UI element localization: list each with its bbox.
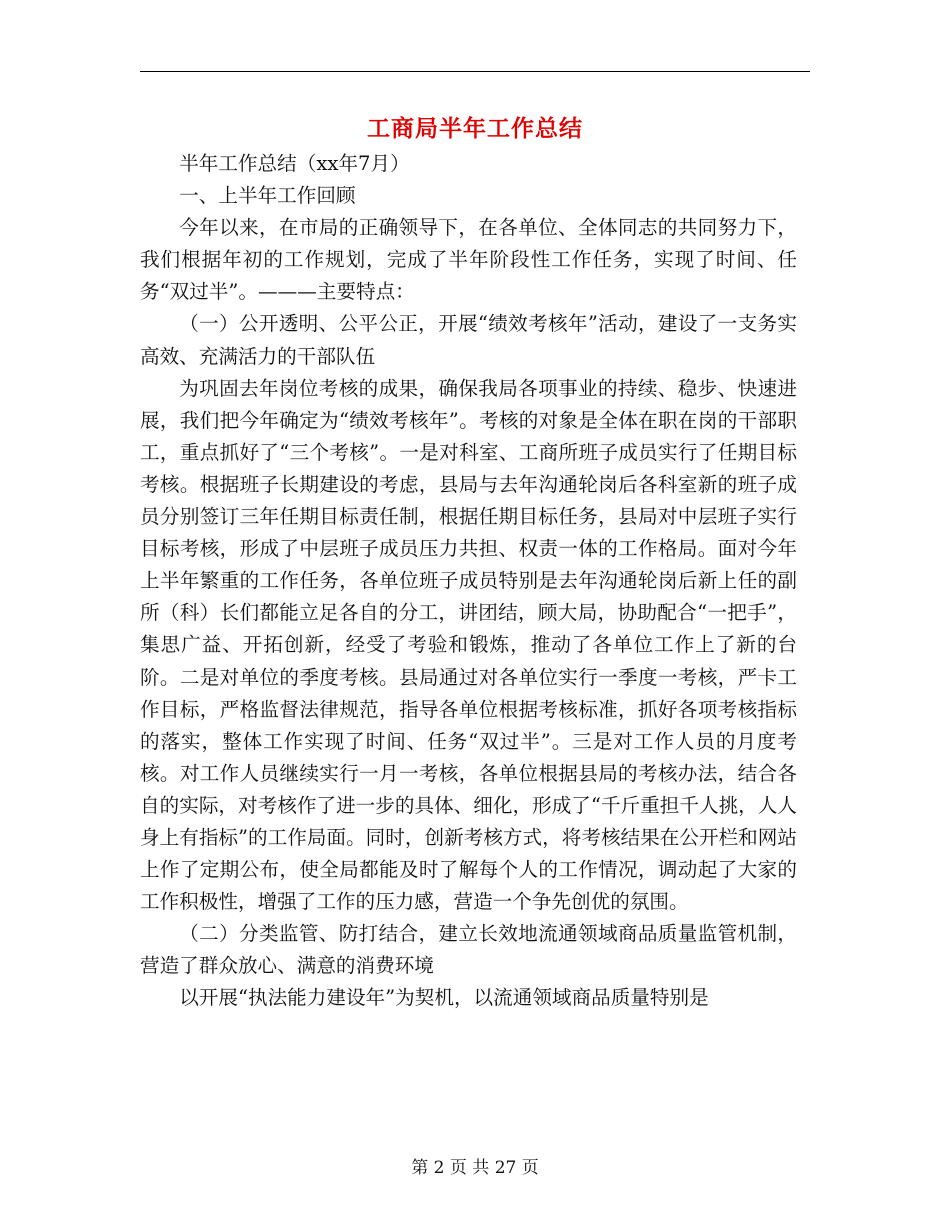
- subsection-heading: （一）公开透明、公平公正，开展“绩效考核年”活动，建设了一支务实高效、充满活力的干部队伍: [140, 312, 797, 368]
- section-heading: 一、上半年工作回顾: [179, 184, 356, 208]
- paragraph: 以开展“执法能力建设年”为契机，以流通领域商品质量特别是: [179, 986, 709, 1010]
- subsection-heading: （二）分类监管、防打结合，建立长效地流通领域商品质量监管机制，营造了群众放心、满意的消费环境: [140, 922, 797, 978]
- document-body: [140, 148, 797, 1015]
- header-rule: [140, 71, 810, 72]
- paragraph-subtitle: 半年工作总结（xx年7月）: [179, 152, 410, 175]
- page-number: 第 2 页 共 27 页: [411, 1158, 539, 1178]
- document-title: 工商局半年工作总结: [367, 116, 583, 142]
- paragraph: 今年以来，在市局的正确领导下，在各单位、全体同志的共同努力下，我们根据年初的工作规划，完成了半年阶段性工作任务，实现了时间、任务“双过半”。———主要特点：: [140, 216, 797, 304]
- paragraph: 为巩固去年岗位考核的成果，确保我局各项事业的持续、稳步、快速进展，我们把今年确定为“绩效考核年”。考核的对象是全体在职在岗的干部职工，重点抓好了“三个考核”。一是对科室、工商所班子成员实行了任期目标考核。根据班子长期建设的考虑，县局与去年沟通轮岗后各科室新的班子成员分别签订三年任期目标责任制，根据任期目标任务，县局对中层班子实行目标考核，形成了中层班子成员压力共担、权责一体的工作格局。面对今年上半年繁重的工作任务，各单位班子成员特别是去年沟通轮岗后新上任的副所（科）长们都能立足各自的分工，讲团结，顾大局，协助配合“一把手”，集思广益、开拓创新，经受了考验和锻炼，推动了各单位工作上了新的台阶。二是对单位的季度考核。县局通过对各单位实行一季度一考核，严卡工作目标，严格监督法律规范，指导各单位根据考核标准，抓好各项考核指标的落实，整体工作实现了时间、任务“双过半”。三是对工作人员的月度考核。对工作人员继续实行一月一考核，各单位根据县局的考核办法，结合各自的实际，对考核作了进一步的具体、细化，形成了“千斤重担千人挑，人人身上有指标”的工作局面。同时，创新考核方式，将考核结果在公开栏和网站上作了定期公布，使全局都能及时了解每个人的工作情况，调动起了大家的工作积极性，增强了工作的压力感，营造一个争先创优的氛围。: [140, 376, 797, 914]
- page-footer: [0, 1153, 950, 1178]
